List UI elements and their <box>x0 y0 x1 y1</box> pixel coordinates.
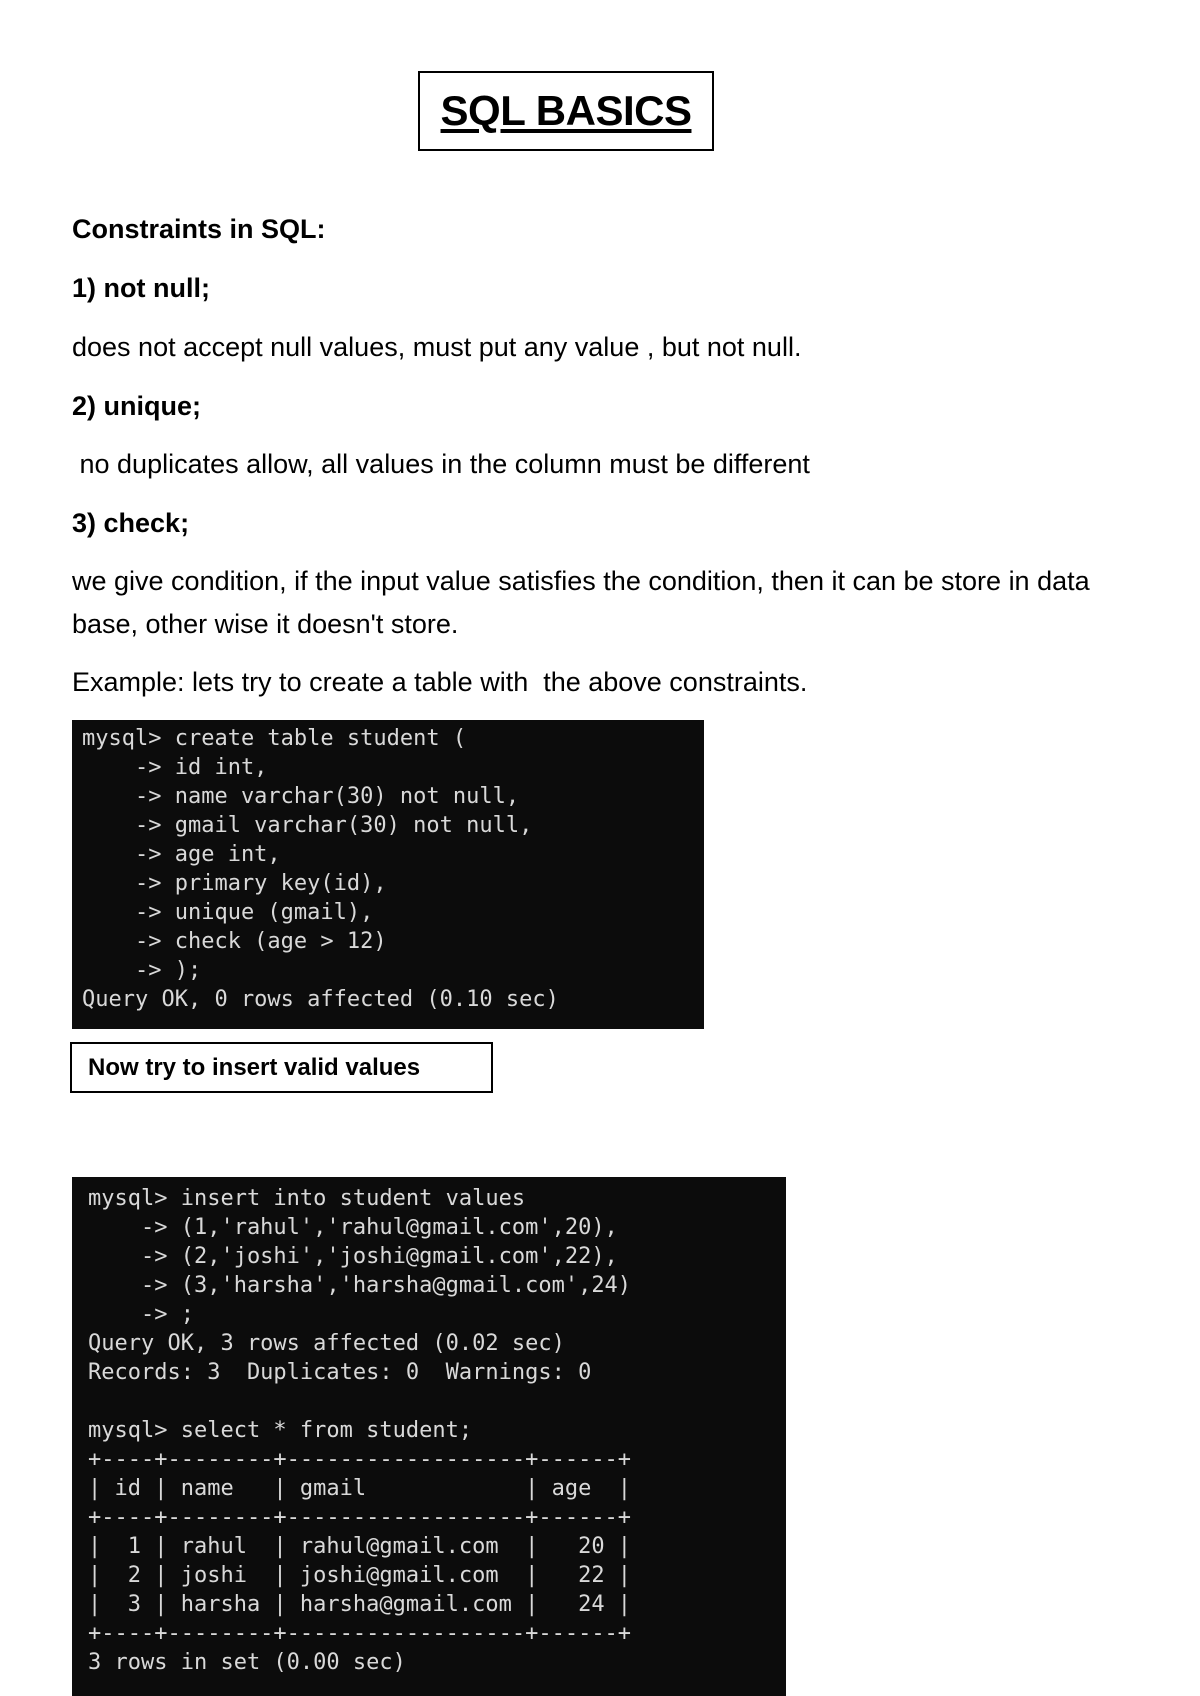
terminal-line: | 2 | joshi | joshi@gmail.com | 22 | <box>88 1563 632 1588</box>
constraint-3-description: we give condition, if the input value satisfies the condition, then it can be store in data base, other wise it doesn't store. <box>72 566 1090 639</box>
terminal-line: -> check (age > 12) <box>82 929 387 954</box>
create-table-terminal <box>72 720 704 1029</box>
terminal-line: -> gmail varchar(30) not null, <box>82 813 533 838</box>
terminal-line: -> ); <box>82 958 202 983</box>
terminal-line: -> unique (gmail), <box>82 900 374 925</box>
terminal-line: -> name varchar(30) not null, <box>82 784 520 809</box>
terminal-line: -> (1,'rahul','rahul@gmail.com',20), <box>88 1215 618 1240</box>
terminal-line: -> (2,'joshi','joshi@gmail.com',22), <box>88 1244 618 1269</box>
example-text: Example: lets try to create a table with the above constraints. <box>72 667 808 697</box>
terminal-line: -> age int, <box>82 842 281 867</box>
create-table-terminal-output <box>82 724 704 1014</box>
page-title: SQL BASICS <box>440 87 692 134</box>
section-heading: Constraints in SQL: <box>72 214 326 244</box>
terminal-line: Query OK, 3 rows affected (0.02 sec) <box>88 1331 565 1356</box>
note-box <box>70 1042 493 1093</box>
constraint-1-description: does not accept null values, must put any value , but not null. <box>72 332 802 362</box>
terminal-line: mysql> insert into student values <box>88 1186 526 1211</box>
terminal-line: Query OK, 0 rows affected (0.10 sec) <box>82 987 559 1012</box>
terminal-line: | id | name | gmail | age | <box>88 1476 632 1501</box>
terminal-line: -> id int, <box>82 755 268 780</box>
terminal-line: +----+--------+------------------+------+ <box>88 1505 632 1530</box>
constraint-1-heading: 1) not null; <box>72 273 210 303</box>
terminal-line: +----+--------+------------------+------+ <box>88 1447 632 1472</box>
note-text: Now try to insert valid values <box>88 1053 421 1081</box>
constraint-2-description: no duplicates allow, all values in the column must be different <box>72 449 810 479</box>
terminal-line: Records: 3 Duplicates: 0 Warnings: 0 <box>88 1360 592 1385</box>
terminal-line: -> primary key(id), <box>82 871 387 896</box>
terminal-line: mysql> select * from student; <box>88 1418 473 1443</box>
terminal-line: mysql> create table student ( <box>82 726 467 751</box>
insert-select-terminal <box>72 1177 786 1696</box>
terminal-line: -> (3,'harsha','harsha@gmail.com',24) <box>88 1273 632 1298</box>
terminal-line: | 1 | rahul | rahul@gmail.com | 20 | <box>88 1534 632 1559</box>
constraint-2-heading: 2) unique; <box>72 391 201 421</box>
title-box <box>418 71 714 151</box>
terminal-line: -> ; <box>88 1302 194 1327</box>
terminal-line: 3 rows in set (0.00 sec) <box>88 1650 406 1675</box>
insert-select-terminal-output <box>88 1184 786 1677</box>
constraint-3-heading: 3) check; <box>72 508 190 538</box>
terminal-line: +----+--------+------------------+------+ <box>88 1621 632 1646</box>
terminal-line: | 3 | harsha | harsha@gmail.com | 24 | <box>88 1592 632 1617</box>
